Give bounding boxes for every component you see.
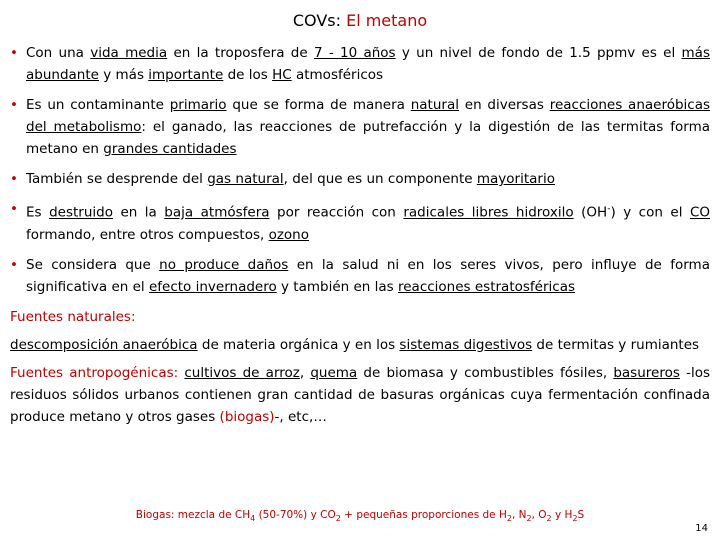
- text-segment: -los residuos sólidos urbanos contienen gran cantidad de basuras orgánicas cuya fermentación confinada produce metano y otros gases: [10, 364, 710, 425]
- underlined-text: ozono: [268, 226, 309, 243]
- footnote-text: + pequeñas proporciones de H: [340, 509, 507, 521]
- text-segment: También se desprende del: [26, 171, 208, 187]
- title-highlight: El metano: [346, 11, 428, 30]
- underlined-text: sistemas digestivos: [399, 336, 533, 353]
- text-segment: en la troposfera de: [167, 45, 314, 61]
- text-segment: por reacción con: [269, 204, 404, 221]
- underlined-text: CO: [689, 204, 710, 221]
- underlined-text: reacciones anaeróbicas del metabolismo: [26, 97, 711, 135]
- underlined-text: HC: [272, 67, 292, 83]
- underlined-text: 7 - 10 años: [313, 45, 396, 61]
- underlined-text: baja atmósfera: [164, 204, 270, 221]
- text-segment: formando, entre otros compuestos,: [26, 226, 269, 243]
- footnote-sub: 2: [546, 514, 552, 524]
- underlined-text: cultivos de arroz: [184, 364, 300, 381]
- text-segment: Con una: [26, 45, 91, 61]
- underlined-text: reacciones estratosféricas: [398, 278, 576, 295]
- text-segment: ,: [299, 364, 311, 381]
- footnote-text: (50-70%) y CO: [255, 509, 336, 521]
- bullet-dot-icon: •: [10, 171, 18, 187]
- slide-title: [0, 10, 720, 32]
- text-segment: Es un contaminante: [26, 97, 170, 113]
- underlined-text: destruido: [49, 204, 113, 221]
- title-prefix: COVs:: [292, 11, 347, 30]
- text-segment: : el ganado, las reacciones de putrefacción y la digestión de las termitas forma metano en: [26, 119, 710, 157]
- text-segment: en la salud ni en los seres vivos, pero influye de forma significativa en el: [26, 256, 710, 295]
- footnote-text: S: [577, 509, 585, 521]
- bullet-list: [10, 42, 710, 298]
- text-segment: de termitas y rumiantes: [532, 336, 700, 353]
- biogas-footnote: [0, 508, 720, 526]
- text-segment: en la: [112, 204, 165, 221]
- underlined-text: primario: [169, 97, 227, 113]
- text-segment: y también en las: [276, 278, 398, 295]
- bullet-dot-icon: •: [10, 45, 18, 61]
- footnote-sub: 2: [572, 514, 578, 524]
- underlined-text: mayoritario: [476, 171, 555, 187]
- footnote-sub: 2: [506, 514, 512, 524]
- bullet-dot-icon: •: [10, 97, 18, 113]
- underlined-text: vida media: [90, 45, 168, 61]
- underlined-text: importante: [148, 67, 224, 83]
- highlight-text: (biogas): [219, 408, 275, 425]
- text-segment: ) y con el: [610, 204, 690, 221]
- text-segment: -, etc,…: [274, 408, 327, 425]
- footnote-text: , O: [531, 509, 547, 521]
- bullet-item: [10, 254, 710, 298]
- text-segment: en diversas: [458, 97, 550, 113]
- underlined-text: descomposición anaeróbica: [10, 336, 198, 353]
- page-number: 14: [695, 523, 708, 534]
- anthropogenic-sources-text: [10, 362, 710, 428]
- underlined-text: gas natural: [207, 171, 284, 187]
- text-segment: (OH: [573, 204, 608, 221]
- underlined-text: quema: [310, 364, 358, 381]
- underlined-text: radicales libres hidroxilo: [403, 204, 574, 221]
- underlined-text: natural: [410, 97, 459, 113]
- natural-sources-text: [10, 334, 710, 356]
- text-segment: Es: [26, 204, 50, 221]
- underlined-text: efecto invernadero: [148, 278, 277, 295]
- underlined-text: grandes cantidades: [103, 141, 237, 157]
- bullet-item: [10, 168, 710, 190]
- footnote-sub: 4: [250, 514, 256, 524]
- text-segment: y un nivel de fondo de 1.5 ppmv es el: [395, 45, 682, 61]
- slide-content: [10, 42, 710, 434]
- highlight-text: Fuentes antropogénicas:: [10, 364, 179, 381]
- footnote-sub: 2: [335, 514, 341, 524]
- natural-sources-header: Fuentes naturales:: [10, 308, 136, 325]
- text-segment: y más: [98, 67, 149, 83]
- bullet-item: [10, 94, 710, 160]
- text-segment: atmosféricos: [291, 67, 384, 83]
- text-segment: que se forma de manera: [226, 97, 411, 113]
- underlined-text: no produce daños: [159, 256, 289, 273]
- bullet-item: [10, 198, 710, 246]
- bullet-dot-icon: •: [10, 256, 18, 273]
- text-segment: de los: [223, 67, 273, 83]
- footnote-text: y H: [551, 509, 573, 521]
- text-segment: de materia orgánica y en los: [197, 336, 400, 353]
- footnote-text: , N: [511, 509, 527, 521]
- underlined-text: basureros: [613, 364, 680, 381]
- bullet-item: [10, 42, 710, 86]
- footnote-sub: 2: [526, 514, 532, 524]
- text-segment: , del que es un componente: [283, 171, 477, 187]
- text-segment: -: [607, 204, 611, 214]
- bullet-dot-icon: •: [10, 201, 18, 217]
- footnote-text: Biogas: mezcla de CH: [135, 509, 251, 521]
- text-segment: Se considera que: [26, 256, 160, 273]
- underlined-text: más abundante: [26, 45, 710, 83]
- text-segment: de biomasa y combustibles fósiles,: [357, 364, 614, 381]
